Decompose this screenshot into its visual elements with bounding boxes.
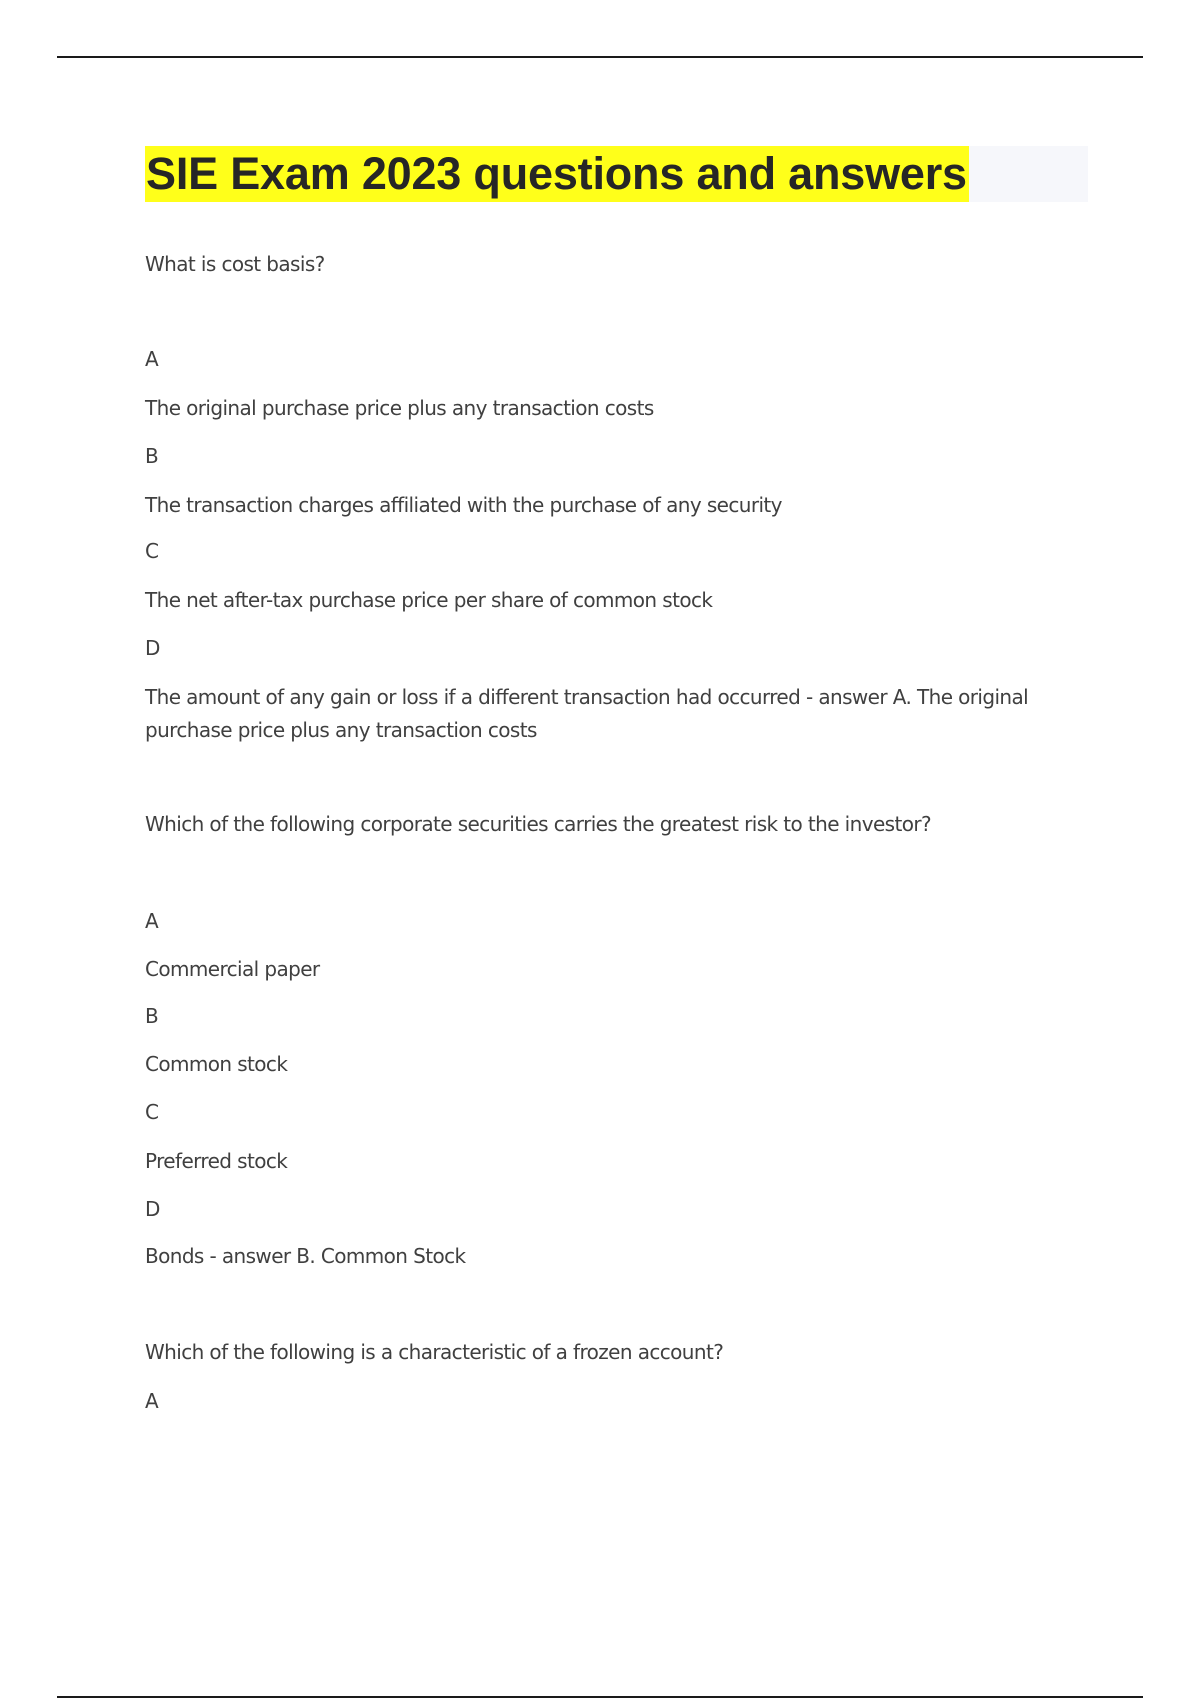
question-1-option-d-letter: D	[145, 636, 160, 660]
question-2-option-a-text: Commercial paper	[145, 957, 320, 981]
question-1-text: What is cost basis?	[145, 252, 325, 276]
question-2-option-a-letter: A	[145, 909, 159, 933]
question-1-option-a-letter: A	[145, 347, 159, 371]
question-2-option-c-letter: C	[145, 1100, 159, 1124]
question-3-text: Which of the following is a characteristic of a frozen account?	[145, 1340, 724, 1364]
question-1-option-b-text: The transaction charges affiliated with the purchase of any security	[145, 493, 782, 517]
question-1-option-c-letter: C	[145, 539, 159, 563]
bottom-rule	[57, 1696, 1143, 1698]
question-2-option-b-text: Common stock	[145, 1052, 288, 1076]
question-1-option-a-text: The original purchase price plus any transaction costs	[145, 396, 654, 420]
title-block	[145, 146, 1088, 202]
question-2-option-d-text: Bonds - answer B. Common Stock	[145, 1244, 466, 1268]
question-1-option-d-text: The amount of any gain or loss if a different transaction had occurred - answer A. The original purchase price plus any transaction costs	[145, 685, 1029, 742]
question-2-option-c-text: Preferred stock	[145, 1149, 288, 1173]
question-3-option-a-letter: A	[145, 1389, 159, 1413]
question-2-option-d-letter: D	[145, 1197, 160, 1221]
document-title: SIE Exam 2023 questions and answers	[145, 146, 969, 202]
question-2-option-b-letter: B	[145, 1004, 159, 1028]
top-rule	[57, 56, 1143, 58]
question-1-option-b-letter: B	[145, 444, 159, 468]
question-2-text: Which of the following corporate securities carries the greatest risk to the investor?	[145, 812, 931, 836]
question-1-option-c-text: The net after-tax purchase price per share of common stock	[145, 588, 713, 612]
